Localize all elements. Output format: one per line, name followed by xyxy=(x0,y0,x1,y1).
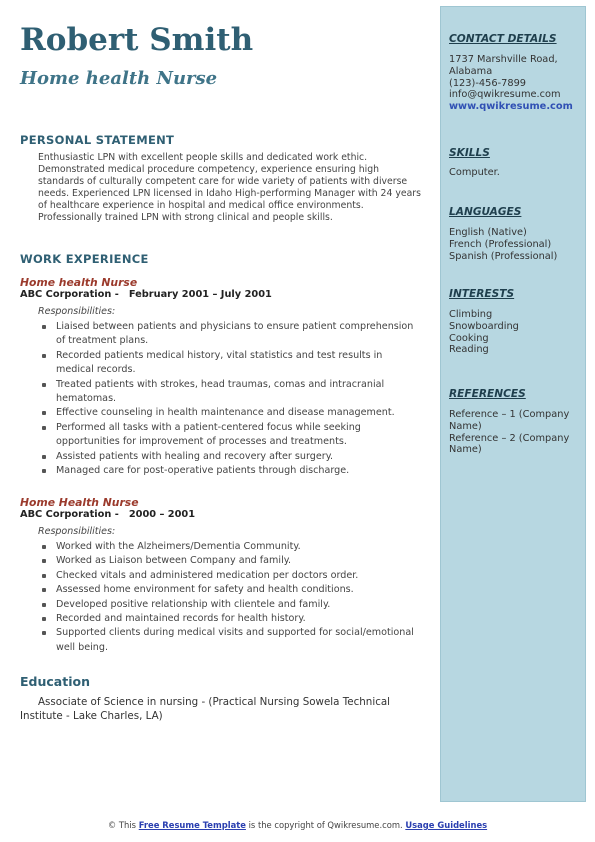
language-item: English (Native) xyxy=(449,227,527,238)
list-item: Assessed home environment for safety and health conditions. xyxy=(38,583,423,597)
job-title: Home health Nurse xyxy=(20,276,138,289)
interest-item: Snowboarding xyxy=(449,320,519,332)
candidate-title: Home health Nurse xyxy=(20,68,218,89)
education-heading: Education xyxy=(20,674,90,689)
job-title: Home Health Nurse xyxy=(20,496,139,509)
personal-statement-text: Enthusiastic LPN with excellent people skills and dedicated work ethic. Demonstrated medical procedure competency, experience ensuring high standards of culturally competent care for wide variety of patients with diverse needs. Experienced LPN licensed in Idaho High-performing Manager with 24 years of healthcare experience in hospital and medical office environments. Professionally trained LPN with strong clinical and people skills. xyxy=(38,152,421,223)
footer-prefix: © This xyxy=(107,820,137,830)
list-item: Recorded patients medical history, vital statistics and test results in medical records. xyxy=(38,349,423,378)
job-company-dates xyxy=(20,509,195,520)
list-item: Supported clients during medical visits and supported for social/emotional well being. xyxy=(38,626,423,655)
list-item: Checked vitals and administered medication per doctors order. xyxy=(38,569,423,583)
footer xyxy=(0,820,595,830)
list-item: Assisted patients with healing and recovery after surgery. xyxy=(38,450,423,464)
list-item: Recorded and maintained records for health history. xyxy=(38,612,423,626)
responsibilities-label: Responsibilities: xyxy=(38,306,116,317)
job-dates: 2000 – 2001 xyxy=(128,509,196,520)
list-item: Effective counseling in health maintenance and disease management. xyxy=(38,406,423,420)
responsibilities-list xyxy=(38,320,423,478)
interest-item: Climbing xyxy=(449,309,493,320)
interests-heading: INTERESTS xyxy=(449,288,515,300)
job-company-dates xyxy=(20,289,272,300)
reference-item: Reference – 1 (Company Name) xyxy=(449,409,570,432)
responsibilities-label: Responsibilities: xyxy=(38,526,116,537)
list-item: Worked as Liaison between Company and family. xyxy=(38,554,423,568)
list-item: Performed all tasks with a patient-centered focus while seeking opportunities for improvement of processes and treatments. xyxy=(38,421,423,450)
references-heading: REFERENCES xyxy=(449,388,526,400)
interest-item: Reading xyxy=(449,344,489,356)
usage-guidelines-link[interactable]: Usage Guidelines xyxy=(405,820,488,830)
skills-list xyxy=(449,167,583,179)
skills-heading: SKILLS xyxy=(449,147,490,159)
interests-list xyxy=(449,309,583,356)
list-item: Developed positive relationship with clientele and family. xyxy=(38,598,423,612)
sidebar xyxy=(440,6,586,802)
address-line1: 1737 Marshville Road, xyxy=(449,54,558,65)
languages-heading: LANGUAGES xyxy=(449,206,522,218)
list-item: Managed care for post-operative patients through discharge. xyxy=(38,464,423,478)
job-company: ABC Corporation - xyxy=(20,289,119,300)
interest-item: Cooking xyxy=(449,332,489,344)
skill-item: Computer. xyxy=(449,167,500,178)
candidate-name: Robert Smith xyxy=(20,22,254,58)
job-dates: February 2001 – July 2001 xyxy=(128,289,272,300)
contact-details xyxy=(449,54,583,113)
address-line2: Alabama xyxy=(449,65,493,77)
work-experience-heading: WORK EXPERIENCE xyxy=(20,252,149,266)
website-link[interactable]: www.qwikresume.com xyxy=(449,101,573,113)
contact-heading: CONTACT DETAILS xyxy=(449,33,557,45)
phone: (123)-456-7899 xyxy=(449,77,527,89)
list-item: Treated patients with strokes, head traumas, comas and intracranial hematomas. xyxy=(38,378,423,407)
personal-statement-heading: PERSONAL STATEMENT xyxy=(20,133,175,147)
languages-list xyxy=(449,227,583,262)
language-item: French (Professional) xyxy=(449,238,552,250)
job-company: ABC Corporation - xyxy=(20,509,119,520)
education-text: Associate of Science in nursing - (Practical Nursing Sowela Technical Institute - Lake Charles, LA) xyxy=(20,696,391,722)
list-item: Liaised between patients and physicians to ensure patient comprehension of treatment plans. xyxy=(38,320,423,349)
responsibilities-list xyxy=(38,540,423,655)
reference-item: Reference – 2 (Company Name) xyxy=(449,432,570,456)
list-item: Worked with the Alzheimers/Dementia Community. xyxy=(38,540,423,554)
footer-copyright-text: is the copyright of Qwikresume.com. xyxy=(248,820,403,830)
email[interactable]: info@qwikresume.com xyxy=(449,89,561,101)
language-item: Spanish (Professional) xyxy=(449,250,558,262)
references-list xyxy=(449,409,583,456)
free-resume-template-link[interactable]: Free Resume Template xyxy=(138,820,246,830)
